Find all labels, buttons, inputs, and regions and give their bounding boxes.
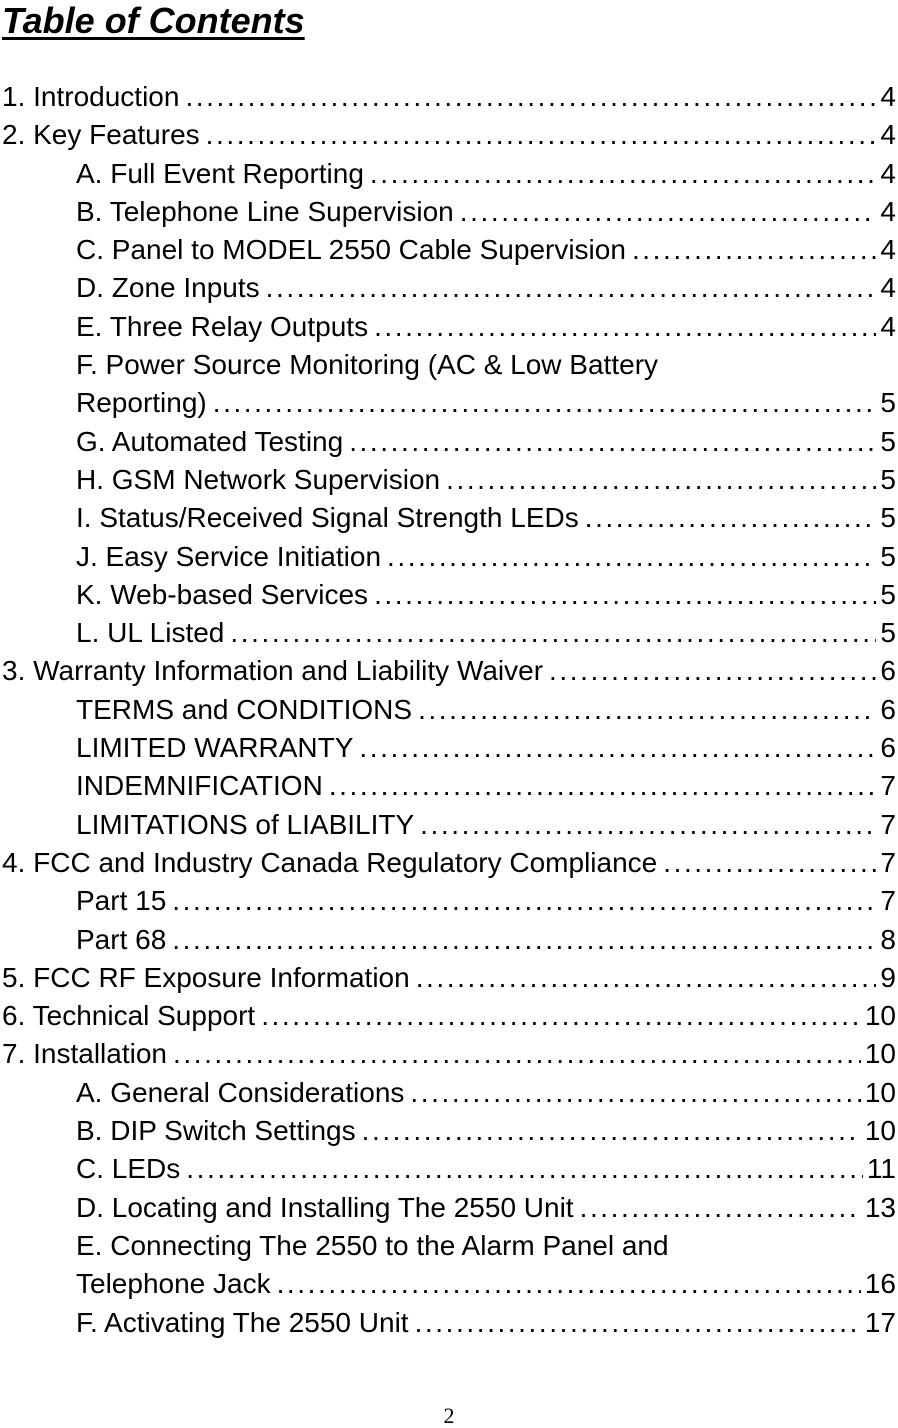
toc-entry-title: I. Status/Received Signal Strength LEDs [76, 502, 579, 534]
toc-entry-page: 6 [880, 655, 896, 687]
toc-entry-page: 5 [880, 425, 896, 457]
dot-leader [359, 729, 876, 767]
dot-leader [416, 959, 877, 997]
dot-leader [362, 1112, 861, 1150]
dot-leader [349, 423, 876, 461]
toc-entry-title: K. Web-based Services [76, 578, 369, 610]
toc-entry-title: 1. Introduction [2, 81, 180, 112]
dot-leader [206, 116, 877, 154]
toc-entry-title: B. DIP Switch Settings [76, 1115, 356, 1147]
toc-entry-title: D. Zone Inputs [76, 272, 260, 304]
toc-entry-page: 10 [864, 1038, 896, 1070]
toc-entry-title: J. Easy Service Initiation [76, 540, 382, 572]
toc-entry[interactable] [0, 1112, 896, 1150]
dot-leader [277, 1265, 861, 1303]
toc-entry-title: 4. FCC and Industry Canada Regulatory Compliance [2, 846, 658, 878]
toc-entry-page: 7 [880, 808, 896, 840]
toc-entry-title: E. Connecting The 2550 to the Alarm Panel and [76, 1229, 669, 1261]
toc-entry-page: 9 [880, 961, 896, 993]
toc-entry[interactable] [0, 155, 896, 193]
toc-entry-page: 17 [864, 1306, 896, 1338]
toc-entry[interactable] [0, 767, 896, 805]
toc-entry[interactable] [0, 576, 896, 614]
table-of-contents [0, 78, 896, 1342]
dot-leader [185, 78, 876, 116]
toc-entry[interactable] [0, 1189, 896, 1227]
toc-entry-page: 4 [880, 157, 896, 189]
toc-entry-page: 10 [864, 1000, 896, 1032]
dot-leader [266, 269, 877, 307]
dot-leader [374, 308, 876, 346]
toc-entry[interactable] [0, 997, 896, 1035]
dot-leader [172, 921, 876, 959]
dot-leader [585, 499, 877, 537]
toc-entry-page: 11 [866, 1153, 896, 1185]
toc-entry-page: 10 [864, 1115, 896, 1147]
toc-entry-title: E. Three Relay Outputs [76, 310, 369, 342]
dot-leader [173, 1035, 861, 1073]
toc-entry-page: 5 [880, 387, 896, 419]
toc-entry[interactable] [0, 269, 896, 307]
toc-entry[interactable] [0, 1304, 896, 1342]
toc-entry-title: Part 68 [76, 923, 167, 955]
toc-entry[interactable] [0, 346, 896, 384]
toc-entry-title: TERMS and CONDITIONS [76, 693, 413, 725]
toc-entry-page: 5 [880, 502, 896, 534]
toc-entry-page: 5 [880, 617, 896, 649]
toc-entry-page: 6 [880, 732, 896, 764]
toc-entry-page: 7 [880, 885, 896, 917]
toc-entry-page: 6 [880, 693, 896, 725]
toc-entry[interactable] [0, 538, 896, 576]
toc-entry-title: L. UL Listed [76, 617, 225, 649]
toc-entry-title: B. Telephone Line Supervision [76, 195, 454, 227]
dot-leader [261, 997, 861, 1035]
toc-entry[interactable] [0, 1227, 896, 1265]
dot-leader [410, 1074, 860, 1112]
dot-leader [172, 882, 876, 920]
toc-entry-title: A. Full Event Reporting [76, 157, 364, 189]
toc-entry-title: C. LEDs [76, 1153, 181, 1185]
toc-entry-title: D. Locating and Installing The 2550 Unit [76, 1191, 574, 1223]
toc-entry-title: H. GSM Network Supervision [76, 463, 441, 495]
toc-entry[interactable] [0, 921, 896, 959]
toc-entry-title: 3. Warranty Information and Liability Waiver [2, 655, 544, 687]
dot-leader [329, 767, 877, 805]
toc-entry-continuation[interactable] [0, 384, 896, 422]
toc-entry[interactable] [0, 806, 896, 844]
toc-entry-page: 5 [880, 578, 896, 610]
toc-entry[interactable] [0, 882, 896, 920]
dot-leader [663, 844, 876, 882]
toc-entry[interactable] [0, 78, 896, 116]
dot-leader [632, 231, 876, 269]
dot-leader [186, 1150, 863, 1188]
toc-entry-title: C. Panel to MODEL 2550 Cable Supervision [76, 234, 626, 266]
toc-entry[interactable] [0, 1035, 896, 1073]
toc-entry-page: 13 [864, 1191, 896, 1223]
toc-entry[interactable] [0, 729, 896, 767]
dot-leader [374, 576, 876, 614]
dot-leader [460, 193, 877, 231]
toc-entry-title: A. General Considerations [76, 1076, 405, 1108]
page-number: 2 [443, 1403, 455, 1428]
toc-entry[interactable] [0, 231, 896, 269]
toc-entry-title: G. Automated Testing [76, 425, 344, 457]
toc-entry-page: 7 [880, 846, 896, 878]
toc-entry[interactable] [0, 423, 896, 461]
toc-entry[interactable] [0, 691, 896, 729]
toc-entry[interactable] [0, 193, 896, 231]
toc-entry-page: 4 [880, 119, 896, 151]
dot-leader [420, 806, 876, 844]
toc-entry[interactable] [0, 461, 896, 499]
toc-entry[interactable] [0, 1074, 896, 1112]
toc-entry-title: Reporting) [76, 387, 207, 419]
toc-entry-title: F. Activating The 2550 Unit [76, 1306, 409, 1338]
toc-entry-page: 10 [864, 1076, 896, 1108]
toc-entry-page: 7 [880, 770, 896, 802]
toc-entry[interactable] [0, 499, 896, 537]
dot-leader [418, 691, 876, 729]
toc-entry-title: F. Power Source Monitoring (AC & Low Battery [76, 349, 659, 381]
toc-entry-page: 5 [880, 540, 896, 572]
toc-entry-title: 7. Installation [2, 1038, 167, 1070]
toc-entry-title: Telephone Jack [76, 1268, 271, 1300]
page-title: Table of Contents [2, 0, 305, 41]
toc-entry-page: 4 [880, 81, 896, 112]
toc-entry[interactable] [0, 1150, 896, 1188]
toc-entry-page: 4 [880, 195, 896, 227]
toc-entry-page: 16 [864, 1268, 896, 1300]
toc-entry-title: 5. FCC RF Exposure Information [2, 961, 410, 993]
dot-leader [387, 538, 876, 576]
toc-entry-page: 4 [880, 272, 896, 304]
dot-leader [230, 614, 876, 652]
dot-leader [446, 461, 876, 499]
dot-leader [213, 384, 877, 422]
toc-entry[interactable] [0, 844, 896, 882]
dot-leader [549, 652, 876, 690]
toc-entry-page: 5 [880, 463, 896, 495]
toc-entry-page: 4 [880, 234, 896, 266]
toc-entry-title: INDEMNIFICATION [76, 770, 323, 802]
toc-entry-title: LIMITED WARRANTY [76, 732, 354, 764]
toc-entry-title: 2. Key Features [2, 119, 200, 151]
toc-entry[interactable] [0, 614, 896, 652]
dot-leader [370, 155, 877, 193]
toc-entry[interactable] [0, 308, 896, 346]
toc-entry-title: LIMITATIONS of LIABILITY [76, 808, 415, 840]
toc-entry-page: 8 [880, 923, 896, 955]
toc-entry-title: 6. Technical Support [2, 1000, 256, 1032]
toc-entry-page: 4 [880, 310, 896, 342]
toc-entry-title: Part 15 [76, 885, 167, 917]
dot-leader [415, 1304, 861, 1342]
toc-entry[interactable] [0, 652, 896, 690]
dot-leader [580, 1189, 861, 1227]
toc-entry-continuation[interactable] [0, 1265, 896, 1303]
toc-entry[interactable] [0, 116, 896, 154]
toc-entry[interactable] [0, 959, 896, 997]
